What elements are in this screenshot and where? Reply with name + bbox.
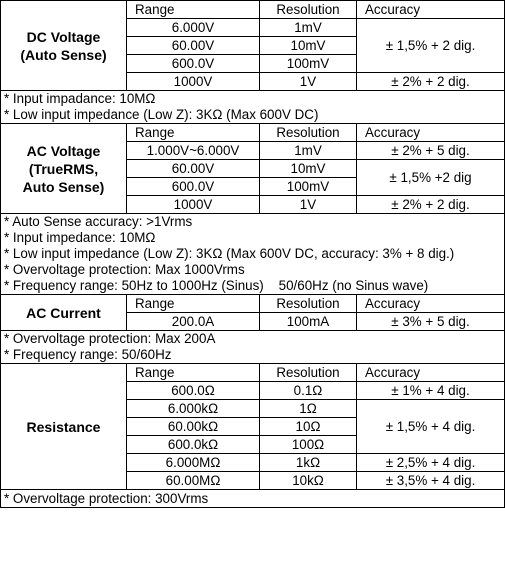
col-header-resolution: Resolution (260, 124, 357, 142)
accuracy-cell: ± 2% + 2 dig. (357, 73, 505, 91)
resistance-section-title: Resistance (1, 364, 127, 490)
range-cell: 60.00V (127, 37, 260, 55)
note-row (1, 331, 505, 364)
accuracy-cell: ± 2,5% + 4 dig. (357, 454, 505, 472)
accuracy-cell: ± 2% + 5 dig. (357, 142, 505, 160)
accuracy-cell: ± 1,5% + 2 dig. (357, 19, 505, 73)
note-text: * Overvoltage protection: Max 200A * Frequency range: 50/60Hz (1, 331, 505, 364)
note-row (1, 490, 505, 508)
resolution-cell: 10mV (260, 37, 357, 55)
col-header-range: Range (127, 295, 260, 313)
resolution-cell: 1kΩ (260, 454, 357, 472)
range-cell: 1.000V~6.000V (127, 142, 260, 160)
resolution-cell: 1V (260, 73, 357, 91)
dc-title-line2: (Auto Sense) (20, 46, 107, 63)
note-text: * Overvoltage protection: 300Vrms (1, 490, 505, 508)
col-header-accuracy: Accuracy (357, 1, 505, 19)
col-header-range: Range (127, 364, 260, 382)
range-cell: 6.000V (127, 19, 260, 37)
resolution-cell: 1mV (260, 142, 357, 160)
ac-section-title (1, 124, 127, 214)
col-header-range: Range (127, 124, 260, 142)
resolution-cell: 1Ω (260, 400, 357, 418)
resistance-header-row (1, 364, 505, 382)
note-row (1, 214, 505, 295)
col-header-accuracy: Accuracy (357, 124, 505, 142)
col-header-accuracy: Accuracy (357, 364, 505, 382)
current-header-row (1, 295, 505, 313)
resolution-cell: 100mV (260, 55, 357, 73)
resolution-cell: 100Ω (260, 436, 357, 454)
range-cell: 600.0V (127, 55, 260, 73)
resolution-cell: 10mV (260, 160, 357, 178)
range-cell: 6.000kΩ (127, 400, 260, 418)
ac-title-line3: Auto Sense) (22, 178, 105, 195)
col-header-accuracy: Accuracy (357, 295, 505, 313)
range-cell: 60.00MΩ (127, 472, 260, 490)
range-cell: 60.00kΩ (127, 418, 260, 436)
range-cell: 1000V (127, 196, 260, 214)
dc-title-line1: DC Voltage (26, 28, 101, 45)
current-section-title: AC Current (1, 295, 127, 331)
col-header-resolution: Resolution (260, 364, 357, 382)
range-cell: 60.00V (127, 160, 260, 178)
dc-header-row (1, 1, 505, 19)
range-cell: 600.0Ω (127, 382, 260, 400)
resolution-cell: 0.1Ω (260, 382, 357, 400)
resolution-cell: 100mV (260, 178, 357, 196)
range-cell: 200.0A (127, 313, 260, 331)
note-row (1, 91, 505, 124)
note-text: * Auto Sense accuracy: >1Vrms * Input impedance: 10MΩ * Low input impedance (Low Z): 3KΩ (Max 600V DC, accuracy: 3% + 8 dig.) * Overvoltage protection: Max 1000Vrms * Frequency range: 50Hz to 1000Hz (Sinus) 50/60Hz (no Sinus wave) (1, 214, 505, 295)
resolution-cell: 1mV (260, 19, 357, 37)
accuracy-cell: ± 3% + 5 dig. (357, 313, 505, 331)
accuracy-cell: ± 2% + 2 dig. (357, 196, 505, 214)
ac-title-line1: AC Voltage (26, 142, 101, 159)
col-header-resolution: Resolution (260, 295, 357, 313)
col-header-range: Range (127, 1, 260, 19)
accuracy-cell: ± 3,5% + 4 dig. (357, 472, 505, 490)
col-header-resolution: Resolution (260, 1, 357, 19)
range-cell: 6.000MΩ (127, 454, 260, 472)
dc-section-title (1, 1, 127, 91)
note-text: * Input impadance: 10MΩ * Low input impedance (Low Z): 3KΩ (Max 600V DC) (1, 91, 505, 124)
resolution-cell: 10kΩ (260, 472, 357, 490)
range-cell: 600.0V (127, 178, 260, 196)
accuracy-cell: ± 1% + 4 dig. (357, 382, 505, 400)
range-cell: 1000V (127, 73, 260, 91)
resolution-cell: 1V (260, 196, 357, 214)
accuracy-cell: ± 1,5% +2 dig (357, 160, 505, 196)
ac-header-row (1, 124, 505, 142)
accuracy-cell: ± 1,5% + 4 dig. (357, 400, 505, 454)
resolution-cell: 100mA (260, 313, 357, 331)
resolution-cell: 10Ω (260, 418, 357, 436)
range-cell: 600.0kΩ (127, 436, 260, 454)
ac-title-line2: (TrueRMS, (28, 160, 99, 177)
